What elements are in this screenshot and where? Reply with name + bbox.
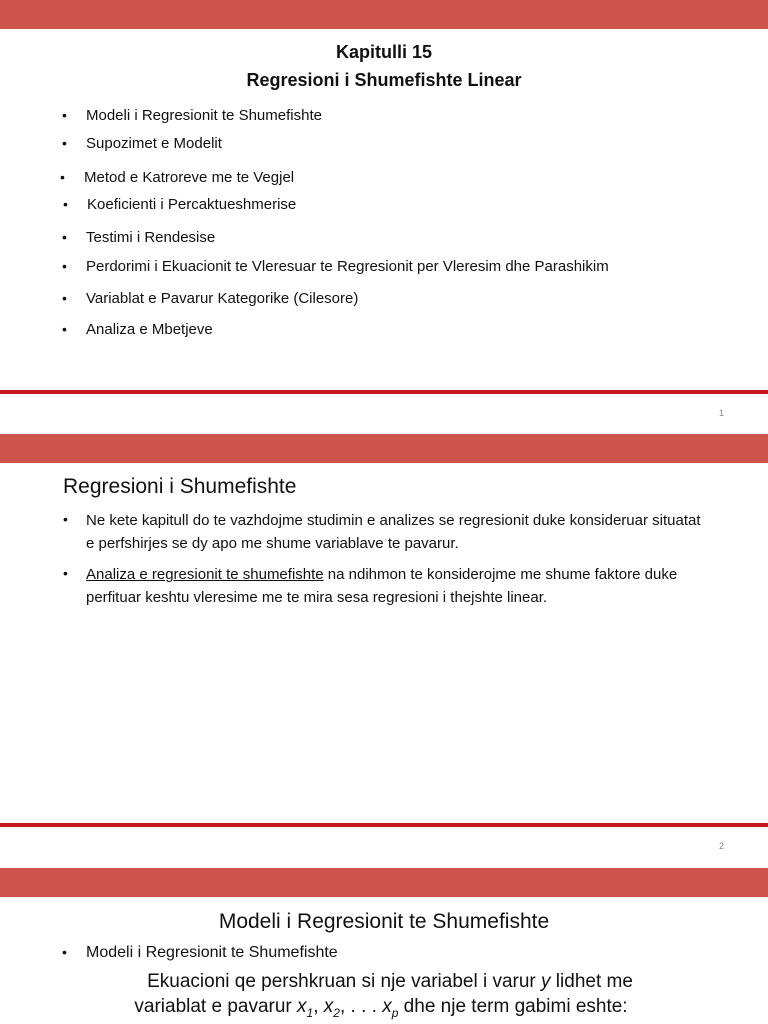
slide-header-bar [0,0,768,29]
slide-divider [0,390,768,394]
list-item-label: Metod e Katroreve me te Vegjel [84,169,295,186]
bullet-icon: • [63,511,68,527]
body-text: lidhet me [550,971,633,992]
slide-header-bar [0,868,768,897]
list-item [62,321,213,338]
bullet-icon: • [62,258,67,274]
separator: , [313,996,324,1017]
slide-title: Modeli i Regresionit te Shumefishte [218,910,550,933]
slide-3 [0,868,768,1024]
variable-x1: $x_1$ [297,996,314,1020]
bullet-icon: • [60,169,65,185]
page-number: 2 [718,841,724,851]
bullet-icon: • [62,321,67,337]
list-item [60,169,295,186]
page-number: 1 [718,408,724,418]
bullet-icon: • [63,196,68,212]
list-item [62,229,216,246]
equation-intro-line-2 [0,994,765,1024]
slide-header-bar [0,434,768,463]
paragraph-2 [86,563,706,609]
slide-2 [0,434,768,852]
list-item [63,196,297,213]
variable-x2: $x_2$ [323,996,340,1020]
chapter-title: Kapitulli 15 [335,42,433,62]
bullet-text: Modeli i Regresionit te Shumefishte [86,944,338,961]
ellipsis: , . . . [339,996,383,1017]
variable-y: y [541,971,551,992]
list-item [62,135,222,152]
underlined-term: Analiza e regresionit te shumefishte [86,566,324,583]
body-text: variablat e pavarur [134,996,298,1017]
list-item-label: Analiza e Mbetjeve [86,321,213,338]
bullet-icon: • [63,565,68,581]
list-item-label: Perdorimi i Ekuacionit te Vleresuar te Regresionit per Vleresim dhe Parashikim [86,258,609,275]
body-text: dhe nje term gabimi eshte: [398,996,628,1017]
bullet-icon: • [62,107,67,123]
paragraph-2-text: na ndihmon te konsiderojme me shume faktore duke perfituar keshtu vleresime me te mira sesa regresioni i thejshte linear. [86,566,678,606]
paragraph-1: Ne kete kapitull do te vazhdojme studimin e analizes se regresionit duke konsideruar situatat e perfshirjes se dy apo me shume variablave te pavarur. [86,512,701,552]
variable-xp: $x_p$ [382,996,399,1020]
slide-1 [0,0,768,420]
list-item-label: Variablat e Pavarur Kategorike (Cilesore) [86,290,359,307]
list-item-label: Testimi i Rendesise [86,229,216,246]
list-item [62,290,359,307]
list-item-label: Koeficienti i Percaktueshmerise [87,196,297,213]
bullet-icon: • [62,290,67,306]
list-item [62,107,322,124]
slide-title: Regresioni i Shumefishte [63,475,297,498]
bullet-icon: • [62,135,67,151]
chapter-subtitle: Regresioni i Shumefishte Linear [246,70,522,90]
equation-intro-line-1 [6,969,768,994]
bullet-icon: • [62,229,67,245]
slide-divider [0,823,768,827]
list-item-label: Modeli i Regresionit te Shumefishte [86,107,322,124]
bullet-icon: • [62,944,67,960]
list-item [62,258,609,275]
body-text: Ekuacioni qe pershkruan si nje variabel i varur [147,971,542,992]
list-item-label: Supozimet e Modelit [86,135,222,152]
